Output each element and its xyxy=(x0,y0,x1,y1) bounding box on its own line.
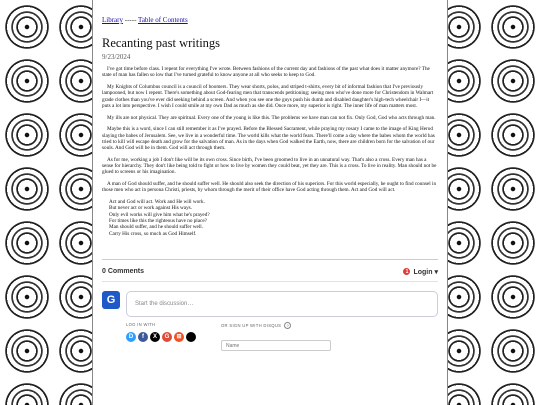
name-field[interactable] xyxy=(221,340,331,351)
poem-line: But never act or work against His ways. xyxy=(109,205,192,212)
comment-count: 0 Comments xyxy=(102,268,145,276)
google-icon[interactable]: G xyxy=(162,332,172,342)
login-menu[interactable] xyxy=(403,268,438,276)
poem xyxy=(109,199,438,237)
paragraph: Maybe this is a word, since I can still remember it as I've prayed. Before the Blessed Sacrament, while praying my rosary I came to the image of King Herod slaying the babes of Jerusalem. See, we live in a wonderful time. The world kills what the world fears. There'll come a day where the babes whom the world has tried to kill will escape death and grow for the salvation of man. As in the days when God walked the Earth, now, there are children born for the salvation of our souls. And God will be in them. God will act through them. xyxy=(102,126,435,152)
disqus-icon[interactable]: D xyxy=(126,332,136,342)
avatar: G xyxy=(102,291,120,309)
post-body xyxy=(102,66,438,237)
comment-composer xyxy=(102,291,438,317)
facebook-icon[interactable]: f xyxy=(138,332,148,342)
paragraph: As for me, working a job I don't like will be its own cross. Since birth, I've been groomed to live in an unnatural way. That's also a cross. Every man has a sense for hierarchy. They don't like being told to fight or how to live by women they could beat, yet they are. This is a cross. To live in reality. Man should not be glued to screens or his imagination. xyxy=(102,156,437,176)
paragraph: My ills are not physical. They are spiritual. Every one of the young is like this. The problems we have man can not fix. Only God, God who acts through man. xyxy=(107,114,436,121)
table-of-contents-link[interactable]: Table of Contents xyxy=(138,16,188,24)
notification-badge[interactable]: 1 xyxy=(403,268,410,275)
poem-line: Carry His cross, so much as God Himself. xyxy=(109,230,197,237)
paragraph: My Knights of Columbus council is a council of boomers. They wear shorts, polos, and striped t-shirts, every bit of informal fashion that I've previously lampooned, but now I repent. There's something about God-fearing men that transcends petitioning; seeing men who've done more for Christendom in Walmart grade clothes than you've ever did seeking behind a screen. And when you see one the guys push his dumb and disabled daughter's high-tech wheelchair I—it puts a lot into perspective. I wish I could smile at my own Dad as much as she did. Once more, my superior is right. The inner life of man matters most. xyxy=(102,83,434,109)
paragraph: A man of God should suffer, and he should suffer well. He should also seek the direction of his superiors. For this world especially, he ought to find counsel in those men who act in persona Christi, priests, by whom through the merit of their office have God acting through them. Act and God will act. xyxy=(102,181,437,194)
apple-icon[interactable] xyxy=(186,332,196,342)
post-title: Recanting past writings xyxy=(102,36,221,50)
poem-line: Man should suffer, and he should suffer well. xyxy=(109,224,203,231)
x-icon[interactable]: X xyxy=(150,332,160,342)
article-page xyxy=(92,0,448,405)
poem-line: For times like this the righteous have no place? xyxy=(109,217,207,224)
login-with-label: LOG IN WITH xyxy=(126,321,156,327)
library-link[interactable]: Library xyxy=(102,16,123,24)
post-date: 9/23/2024 xyxy=(102,53,131,61)
poem-line: Only evil works will give him what he's prayed? xyxy=(109,211,210,218)
comments-header xyxy=(102,268,438,282)
comment-input[interactable]: Start the discussion… xyxy=(126,291,438,317)
poem-line: Act and God will act. Work and He will work. xyxy=(109,199,205,206)
breadcrumb xyxy=(102,16,438,24)
divider xyxy=(102,259,438,260)
social-login-icons xyxy=(126,332,221,342)
help-icon[interactable]: ? xyxy=(284,322,291,329)
auth-options xyxy=(126,322,438,352)
login-label[interactable]: Login ▾ xyxy=(413,268,438,276)
signup-label xyxy=(221,322,438,329)
breadcrumb-separator: ----- xyxy=(124,16,137,24)
signup-with-label: OR SIGN UP WITH DISQUS xyxy=(221,322,282,328)
microsoft-icon[interactable]: ⊞ xyxy=(174,332,184,342)
paragraph: I've got time before class. I repent for everything I've wrote. Between fashions of the current day and fashions of the past what does it matter anymore? The state of man has fallen so low that I've turned grateful to know anyone at all who seeks to keep to God. xyxy=(102,66,430,79)
